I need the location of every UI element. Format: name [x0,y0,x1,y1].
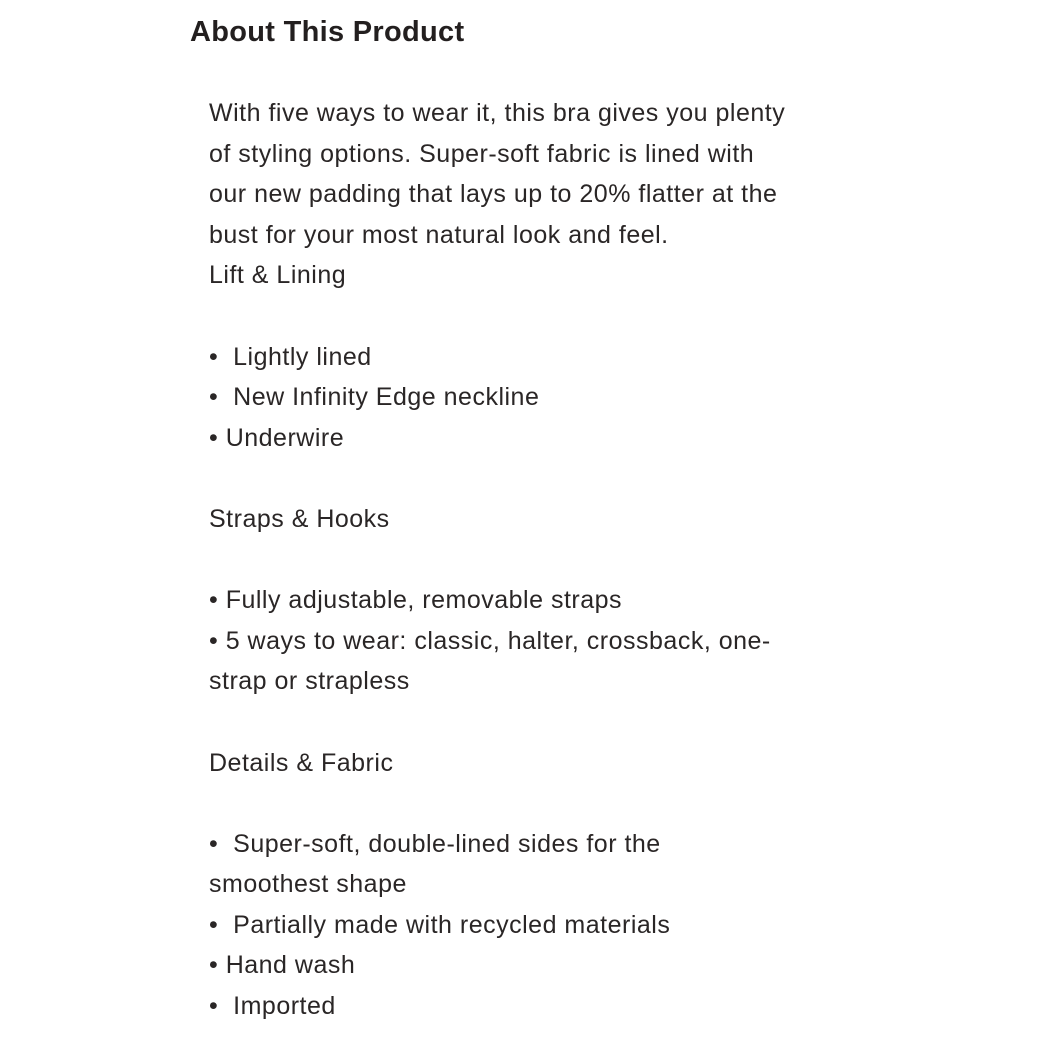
spacer [209,458,849,499]
intro-line: bust for your most natural look and feel. [209,220,669,249]
lift-lining-title: Lift & Lining [209,261,347,290]
spacer [209,702,849,743]
intro-line: of styling options. Super-soft fabric is lined with [209,139,755,168]
list-item: • Super-soft, double-lined sides for the [209,829,661,858]
spacer [209,540,849,581]
list-item: • Underwire [209,423,345,452]
list-item: • Partially made with recycled materials [209,910,671,939]
list-item: smoothest shape [209,870,407,899]
list-item: • 5 ways to wear: classic, halter, crossback, one- [209,626,771,655]
list-item: • Hand wash [209,951,356,980]
list-item: strap or strapless [209,667,410,696]
list-item: • Fully adjustable, removable straps [209,586,623,615]
spacer [209,296,849,337]
list-item: • Lightly lined [209,342,372,371]
details-fabric-title: Details & Fabric [209,748,394,777]
section-heading: About This Product [190,16,465,48]
intro-line: With five ways to wear it, this bra gives you plenty [209,99,786,127]
straps-hooks-title: Straps & Hooks [209,504,390,533]
spacer [209,783,849,824]
product-description [209,93,849,1027]
list-item: • New Infinity Edge neckline [209,383,540,412]
list-item: • Imported [209,992,336,1021]
intro-line: our new padding that lays up to 20% flatter at the [209,180,778,209]
